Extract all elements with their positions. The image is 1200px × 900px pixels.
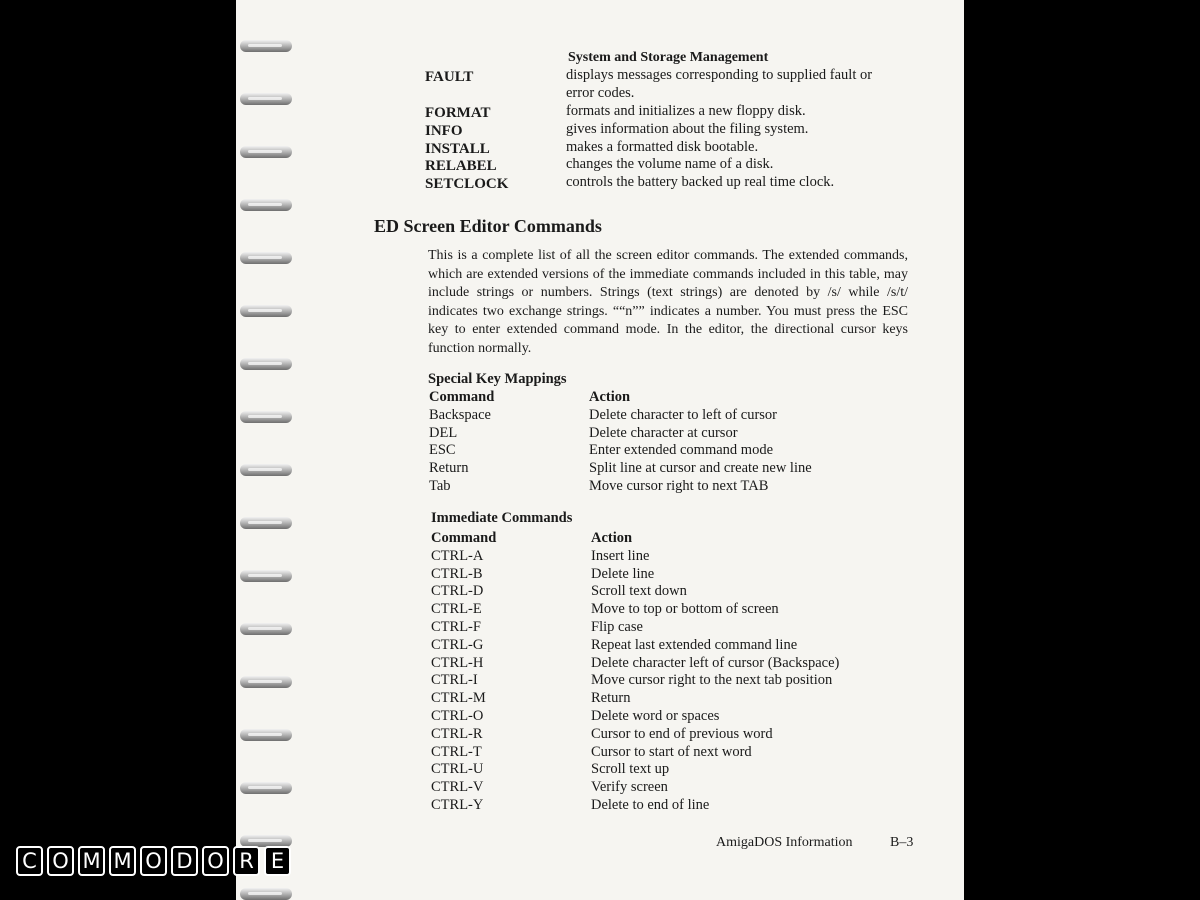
special-keys-table — [429, 389, 812, 496]
imm-action: Return — [591, 690, 631, 707]
table-row — [431, 690, 839, 708]
table-row — [431, 637, 839, 655]
system-cmd-info: INFO — [425, 123, 463, 139]
system-desc-fault-cont: error codes. — [566, 85, 635, 101]
key-action: Split line at cursor and create new line — [589, 460, 812, 477]
commodore-logo — [16, 846, 291, 876]
system-desc-info: gives information about the filing system. — [566, 121, 809, 137]
table-row — [431, 726, 839, 744]
page-content — [236, 0, 964, 900]
imm-action: Repeat last extended command line — [591, 636, 798, 653]
imm-command: CTRL-O — [431, 707, 484, 724]
ed-section-title: ED Screen Editor Commands — [374, 216, 602, 236]
imm-command: CTRL-R — [431, 725, 483, 742]
table-row — [431, 708, 839, 726]
col-action-header: Action — [589, 389, 631, 405]
imm-action: Delete character left of cursor (Backspace) — [591, 654, 840, 671]
logo-letter: D — [171, 846, 198, 876]
key-action: Move cursor right to next TAB — [589, 477, 769, 494]
system-cmd-format: FORMAT — [425, 105, 491, 121]
logo-letter: O — [140, 846, 167, 876]
imm-command: CTRL-M — [431, 690, 486, 707]
logo-letter: M — [78, 846, 105, 876]
table-row — [431, 761, 839, 779]
key-action: Delete character at cursor — [589, 424, 738, 441]
system-cmd-fault: FAULT — [425, 69, 474, 85]
ed-intro-paragraph: This is a complete list of all the screen editor commands. The extended commands, which are extended versions of the immediate commands included in this table, may include strings or numbers. Strings (text strings) are denoted by /s/ while /s/t/ indicates two exchange strings. ““n”” indicates a number. You must press the ESC key to enter extended command mode. In the editor, the directional cursor keys function normally. — [428, 248, 908, 356]
table-row — [431, 548, 839, 566]
table-row — [429, 442, 812, 460]
imm-action: Insert line — [591, 547, 650, 564]
table-row — [431, 566, 839, 584]
table-row — [429, 478, 812, 496]
imm-action: Scroll text down — [591, 583, 687, 600]
imm-action: Move to top or bottom of screen — [591, 601, 779, 618]
system-desc-setclock: controls the battery backed up real time clock. — [566, 174, 835, 190]
imm-action: Delete word or spaces — [591, 707, 720, 724]
imm-action: Cursor to start of next word — [591, 743, 752, 760]
table-row — [429, 460, 812, 478]
imm-command: CTRL-V — [431, 779, 484, 796]
table-row — [431, 583, 839, 601]
logo-letter: O — [202, 846, 229, 876]
table-row — [431, 797, 839, 815]
system-cmd-install: INSTALL — [425, 141, 490, 157]
imm-command: CTRL-D — [431, 583, 484, 600]
key-action: Delete character to left of cursor — [589, 406, 777, 423]
key-command: ESC — [429, 442, 456, 459]
table-row — [431, 601, 839, 619]
col-action-header: Action — [591, 530, 633, 546]
table-header — [431, 530, 839, 548]
table-header — [429, 389, 812, 407]
table-row — [431, 672, 839, 690]
immediate-table — [431, 530, 839, 815]
col-command-header: Command — [431, 530, 497, 546]
imm-action: Delete to end of line — [591, 796, 710, 813]
table-row — [429, 407, 812, 425]
imm-action: Delete line — [591, 565, 655, 582]
table-row — [429, 425, 812, 443]
imm-command: CTRL-F — [431, 618, 481, 635]
table-row — [431, 779, 839, 797]
page-number: B–3 — [890, 835, 914, 850]
imm-command: CTRL-T — [431, 743, 482, 760]
system-desc-relabel: changes the volume name of a disk. — [566, 156, 774, 172]
imm-command: CTRL-B — [431, 565, 483, 582]
imm-action: Flip case — [591, 618, 643, 635]
logo-letter: C — [16, 846, 43, 876]
imm-command: CTRL-I — [431, 672, 478, 689]
system-section-title: System and Storage Management — [568, 50, 769, 65]
table-row — [431, 619, 839, 637]
system-desc-install: makes a formatted disk bootable. — [566, 139, 759, 155]
table-row — [431, 744, 839, 762]
imm-command: CTRL-Y — [431, 796, 484, 813]
logo-letter: M — [109, 846, 136, 876]
imm-action: Cursor to end of previous word — [591, 725, 773, 742]
imm-command: CTRL-H — [431, 654, 484, 671]
key-command: DEL — [429, 424, 458, 441]
imm-command: CTRL-U — [431, 761, 484, 778]
table-row — [431, 655, 839, 673]
imm-action: Move cursor right to the next tab position — [591, 672, 833, 689]
imm-command: CTRL-A — [431, 547, 484, 564]
imm-action: Verify screen — [591, 779, 668, 796]
system-cmd-relabel: RELABEL — [425, 158, 497, 174]
key-command: Return — [429, 460, 469, 477]
key-action: Enter extended command mode — [589, 442, 774, 459]
imm-action: Scroll text up — [591, 761, 670, 778]
system-cmd-setclock: SETCLOCK — [425, 176, 509, 192]
key-command: Backspace — [429, 406, 491, 423]
key-command: Tab — [429, 477, 451, 494]
col-command-header: Command — [429, 389, 495, 405]
system-desc-fault: displays messages corresponding to supplied fault or — [566, 67, 873, 83]
logo-letter: O — [47, 846, 74, 876]
immediate-title: Immediate Commands — [431, 510, 573, 526]
imm-command: CTRL-G — [431, 636, 484, 653]
footer-title: AmigaDOS Information — [716, 835, 853, 850]
manual-page — [236, 0, 964, 900]
logo-letter: R — [233, 846, 260, 876]
imm-command: CTRL-E — [431, 601, 482, 618]
special-keys-title: Special Key Mappings — [428, 371, 567, 387]
logo-letter: E — [264, 846, 291, 876]
system-desc-format: formats and initializes a new floppy disk. — [566, 103, 806, 119]
